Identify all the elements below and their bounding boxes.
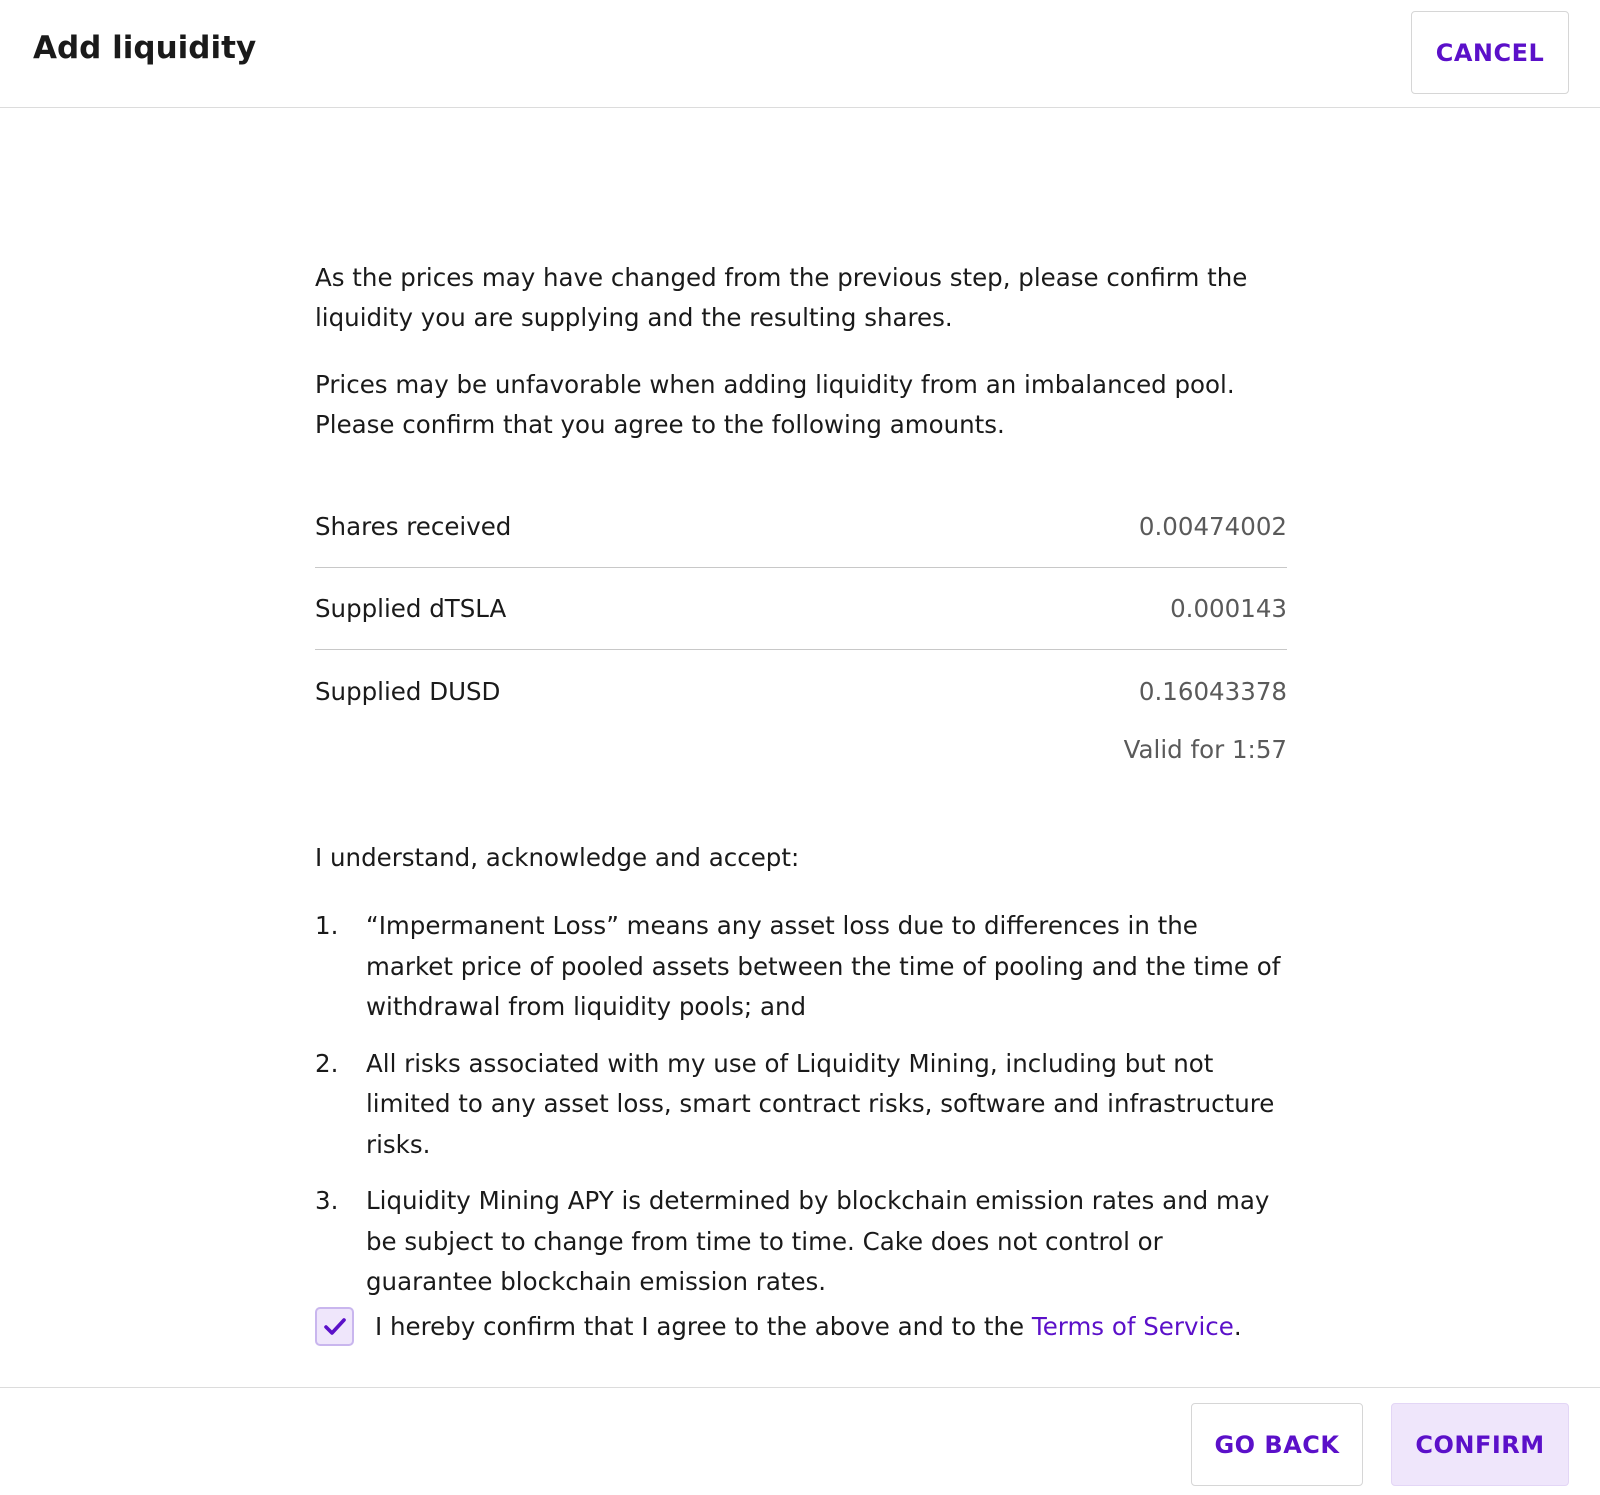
agreement-text-after: . (1233, 1312, 1242, 1341)
dialog-header (0, 0, 1600, 108)
intro-paragraph: As the prices may have changed from the previous step, please confirm the liquidity you are supplying and the resulting shares. (315, 263, 1248, 332)
terms-of-service-link[interactable]: Terms of Service (1031, 1312, 1234, 1341)
go-back-button[interactable]: GO BACK (1191, 1403, 1363, 1486)
page-title: Add liquidity (33, 30, 257, 66)
footer-divider (0, 1387, 1600, 1388)
list-item-number: 1. (315, 911, 339, 940)
summary-row-dusd (315, 650, 1287, 732)
cancel-button[interactable]: CANCEL (1411, 11, 1569, 94)
summary-label: Supplied dTSLA (315, 594, 507, 623)
list-item-text: All risks associated with my use of Liquidity Mining, including but not limited to any asset loss, smart contract risks, software and infrastructure risks. (366, 1048, 1275, 1159)
summary-table (315, 486, 1287, 732)
list-item (315, 906, 1287, 1028)
list-item (315, 1181, 1287, 1303)
list-item-text: “Impermanent Loss” means any asset loss due to differences in the market price of pooled assets between the time of pooling and the time of withdrawal from liquidity pools; and (366, 911, 1281, 1021)
summary-row-dtsla (315, 568, 1287, 650)
list-item-number: 2. (315, 1048, 339, 1078)
agreement-row (315, 1307, 1242, 1346)
agree-checkbox[interactable] (315, 1307, 354, 1346)
summary-row-shares (315, 486, 1287, 568)
confirm-button[interactable]: CONFIRM (1391, 1403, 1569, 1486)
acknowledge-heading: I understand, acknowledge and accept: (315, 843, 800, 872)
list-item-text: Liquidity Mining APY is determined by blockchain emission rates and may be subject to change from time to time. Cake does not control or guarantee blockchain emission rates. (366, 1186, 1270, 1296)
summary-value: 0.00474002 (1138, 512, 1287, 541)
agreement-text (375, 1312, 1242, 1341)
summary-label: Shares received (315, 512, 512, 541)
summary-value: 0.000143 (1170, 594, 1287, 623)
intro-text (315, 258, 1287, 472)
summary-label: Supplied DUSD (315, 676, 501, 706)
acknowledge-list (315, 906, 1287, 1319)
summary-value: 0.16043378 (1138, 676, 1287, 706)
list-item (315, 1044, 1287, 1166)
list-item-number: 3. (315, 1186, 339, 1215)
agreement-text-before: I hereby confirm that I agree to the above and to the (375, 1312, 1032, 1341)
intro-paragraph: Prices may be unfavorable when adding liquidity from an imbalanced pool. Please confirm that you agree to the following amounts. (315, 370, 1235, 439)
validity-timer: Valid for 1:57 (1123, 735, 1287, 764)
check-icon (324, 1318, 346, 1336)
